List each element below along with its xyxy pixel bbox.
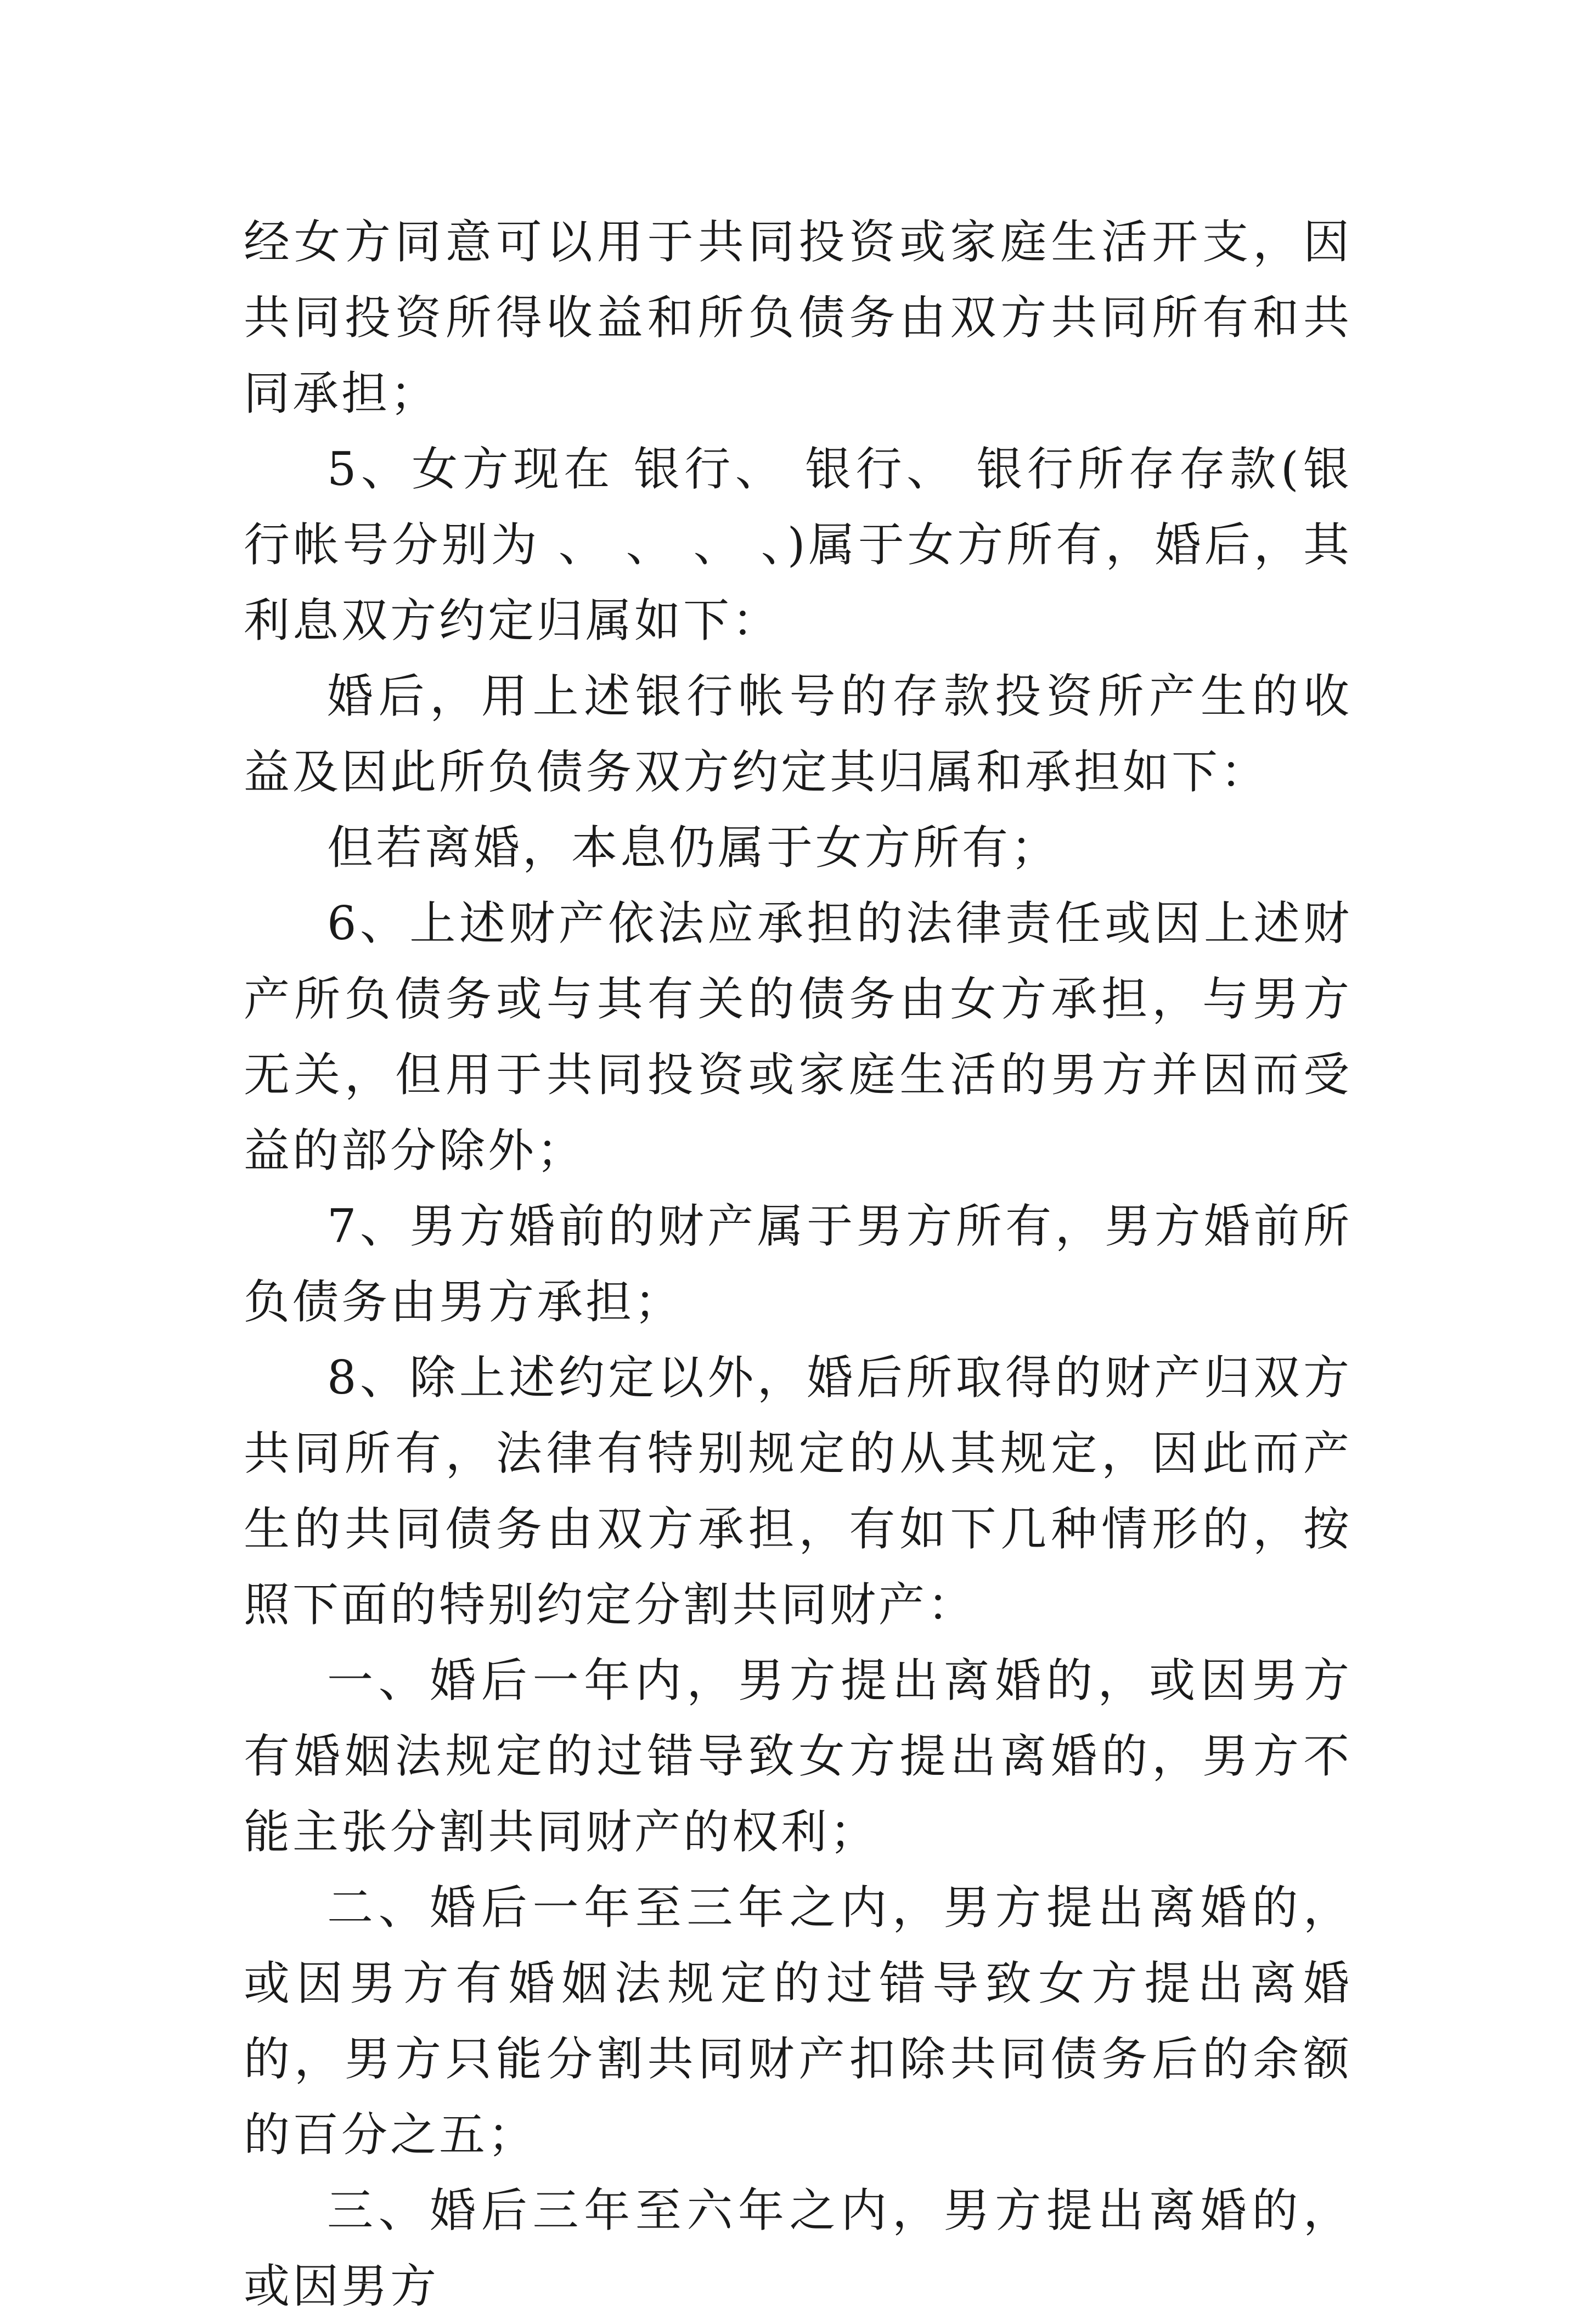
paragraph-case-3: 三、婚后三年至六年之内，男方提出离婚的，或因男方 [244, 2184, 1352, 2313]
paragraph-clause-6: 6、上述财产依法应承担的法律责任或因上述财产所负债务或与其有关的债务由女方承担，与男方无关，但用于共同投资或家庭生活的男方并因而受益的部分除外； [244, 896, 1352, 1177]
document-body [244, 204, 1352, 2324]
paragraph-divorce-note: 但若离婚，本息仍属于女方所有； [327, 821, 1060, 875]
paragraph-clause-8: 8、除上述约定以外，婚后所取得的财产归双方共同所有，法律有特别规定的从其规定，因此而产生的共同债务由双方承担，有如下几种情形的，按照下面的特别约定分割共同财产： [244, 1351, 1352, 1632]
paragraph-case-2: 二、婚后一年至三年之内，男方提出离婚的，或因男方有婚姻法规定的过错导致女方提出离婚的，男方只能分割共同财产扣除共同债务后的余额的百分之五； [244, 1881, 1352, 2162]
paragraph-case-1: 一、婚后一年内，男方提出离婚的，或因男方有婚姻法规定的过错导致女方提出离婚的，男方不能主张分割共同财产的权利； [244, 1654, 1352, 1859]
paragraph-continuation: 经女方同意可以用于共同投资或家庭生活开支，因共同投资所得收益和所负债务由双方共同所有和共同承担； [244, 215, 1352, 420]
paragraph-clause-5: 5、女方现在 银行、 银行、 银行所存存款(银行帐号分别为 、 、 、 、)属于女方所有，婚后，其利息双方约定归属如下： [244, 442, 1352, 647]
paragraph-interest-terms: 婚后，用上述银行帐号的存款投资所产生的收益及因此所负债务双方约定其归属和承担如下： [244, 669, 1352, 799]
paragraph-clause-7: 7、男方婚前的财产属于男方所有，男方婚前所负债务由男方承担； [244, 1199, 1352, 1329]
